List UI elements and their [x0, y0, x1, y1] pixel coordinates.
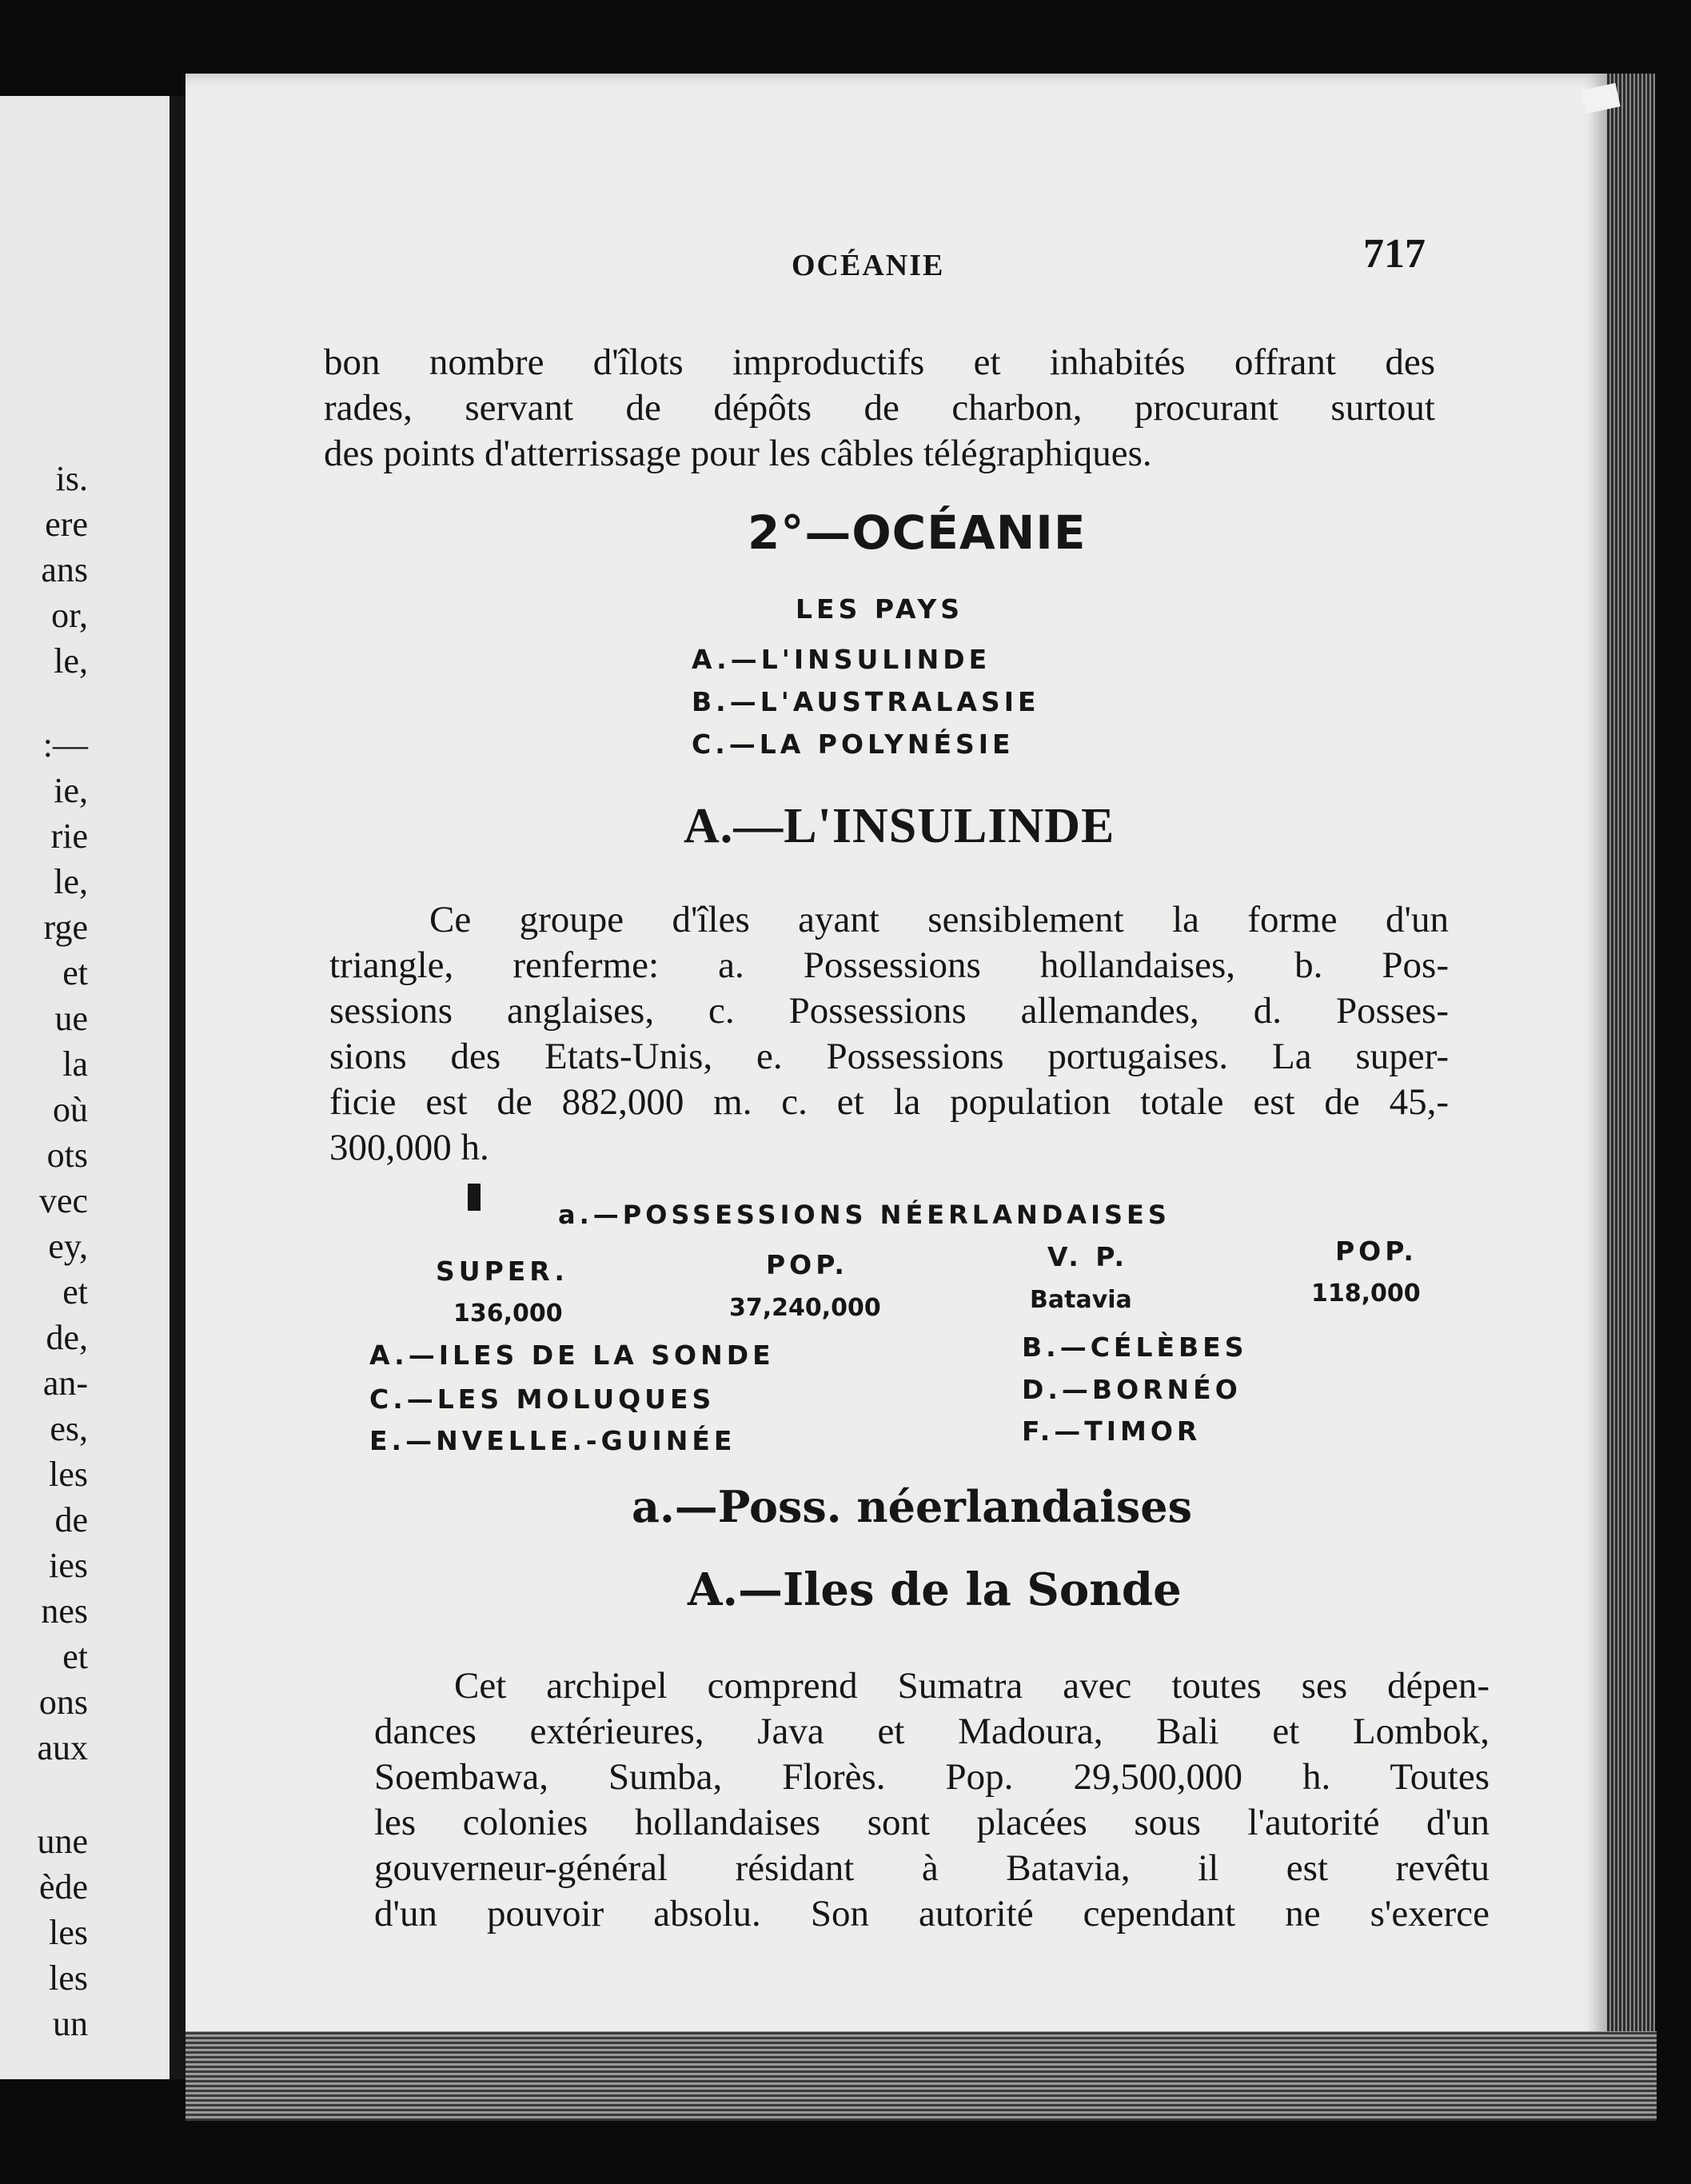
text-line: d'un pouvoir absolu. Son autorité cependant ne s'exerce [374, 1893, 1490, 1934]
facing-fragment: et [62, 1637, 88, 1676]
value-population: 37,240,000 [729, 1294, 881, 1322]
facing-page [0, 96, 180, 2079]
facing-fragment: is. [55, 459, 88, 498]
country-item: C.—LA POLYNÉSIE [692, 729, 1015, 760]
header-population-ville: POP. [1335, 1236, 1418, 1267]
paragraph-continuation [324, 340, 1435, 477]
facing-fragment: les [49, 1913, 88, 1952]
value-superficie: 136,000 [453, 1300, 563, 1328]
facing-fragment: un [53, 2004, 88, 2043]
facing-fragment: ies [49, 1546, 88, 1585]
text-line: dances extérieures, Java et Madoura, Bali et Lombok, [374, 1711, 1490, 1752]
text-line: gouverneur-général résidant à Batavia, il est revêtu [374, 1847, 1490, 1889]
facing-fragment: ey, [48, 1227, 88, 1266]
facing-fragment: ots [46, 1136, 88, 1175]
country-item: A.—L'INSULINDE [692, 644, 991, 675]
text-line: Cet archipel comprend Sumatra avec toutes ses dépen- [454, 1665, 1490, 1707]
facing-fragment: le, [54, 862, 88, 901]
page-bottom-edges [185, 2031, 1657, 2121]
text-line: triangle, renferme: a. Possessions hollandaises, b. Pos- [329, 944, 1449, 986]
facing-fragment: ons [38, 1683, 88, 1722]
text-line: Soembawa, Sumba, Florès. Pop. 29,500,000 h. Toutes [374, 1756, 1490, 1798]
section-heading: 2°—OCÉANIE [748, 505, 1087, 560]
facing-fragment: ue [54, 999, 88, 1038]
possessions-heading: a.—Poss. néerlandaises [632, 1481, 1192, 1532]
facing-fragment: le, [54, 641, 88, 681]
sonde-paragraph [374, 1663, 1490, 1937]
table-title: a.—POSSESSIONS NÉERLANDAISES [558, 1200, 1171, 1230]
text-line: bon nombre d'îlots improductifs et inhabités offrant des [324, 341, 1435, 383]
island-item: E.—NVELLE.-GUINÉE [369, 1425, 736, 1456]
facing-fragment: nes [41, 1591, 88, 1631]
facing-fragment: la [62, 1044, 88, 1084]
text-line: les colonies hollandaises sont placées sous l'autorité d'un [374, 1802, 1490, 1843]
facing-fragment: et [62, 953, 88, 992]
text-line: des points d'atterrissage pour les câbles télégraphiques. [324, 433, 1152, 474]
island-item: C.—LES MOLUQUES [369, 1383, 716, 1415]
sonde-heading: A.—Iles de la Sonde [688, 1563, 1182, 1616]
facing-fragment: de, [46, 1318, 88, 1357]
facing-fragment: une [37, 1822, 88, 1861]
header-population: POP. [766, 1249, 848, 1280]
country-item: B.—L'AUSTRALASIE [692, 686, 1040, 717]
facing-fragment: ans [41, 550, 88, 589]
text-line: sessions anglaises, c. Possessions allemandes, d. Posses- [329, 990, 1449, 1032]
facing-fragment: or, [51, 596, 88, 635]
facing-fragment: ède [38, 1867, 88, 1907]
text-line: sions des Etats-Unis, e. Possessions portugaises. La super- [329, 1036, 1449, 1077]
page-number: 717 [1363, 231, 1426, 277]
countries-title: LES PAYS [796, 593, 964, 625]
text-line: ficie est de 882,000 m. c. et la population totale est de 45,- [329, 1081, 1449, 1123]
insulinde-heading: A.—L'INSULINDE [684, 799, 1115, 853]
book-gutter [169, 96, 187, 2079]
facing-fragment: an- [42, 1364, 88, 1403]
facing-fragment: aux [37, 1728, 88, 1767]
facing-page-text [0, 456, 88, 2046]
island-item: A.—ILES DE LA SONDE [369, 1340, 775, 1371]
text-line: rades, servant de dépôts de charbon, procurant surtout [324, 387, 1435, 429]
facing-fragment: rie [50, 817, 88, 856]
island-item: B.—CÉLÈBES [1022, 1332, 1248, 1363]
text-line: 300,000 h. [329, 1127, 489, 1168]
margin-marker [468, 1184, 481, 1211]
facing-fragment: où [53, 1090, 88, 1129]
insulinde-paragraph [329, 897, 1449, 1171]
value-population-ville: 118,000 [1311, 1280, 1421, 1308]
facing-fragment: les [49, 1455, 88, 1494]
facing-fragment: es, [50, 1409, 88, 1448]
facing-fragment: ere [45, 505, 88, 544]
value-ville-principale: Batavia [1030, 1286, 1132, 1314]
facing-fragment: ie, [54, 771, 88, 810]
facing-fragment: :— [42, 725, 88, 765]
facing-fragment: et [62, 1272, 88, 1312]
text-line: Ce groupe d'îles ayant sensiblement la forme d'un [429, 899, 1449, 940]
facing-fragment: de [54, 1500, 88, 1539]
countries-list [692, 638, 1040, 765]
running-head: OCÉANIE [792, 249, 945, 282]
facing-fragment: rge [43, 908, 88, 947]
facing-fragment: les [49, 1958, 88, 1998]
facing-fragment: vec [38, 1181, 88, 1220]
header-ville-principale: V. P. [1047, 1241, 1128, 1272]
island-item: D.—BORNÉO [1022, 1374, 1242, 1405]
island-item: F.—TIMOR [1022, 1415, 1202, 1447]
page-edges [1607, 74, 1655, 2121]
header-superficie: SUPER. [436, 1256, 568, 1287]
